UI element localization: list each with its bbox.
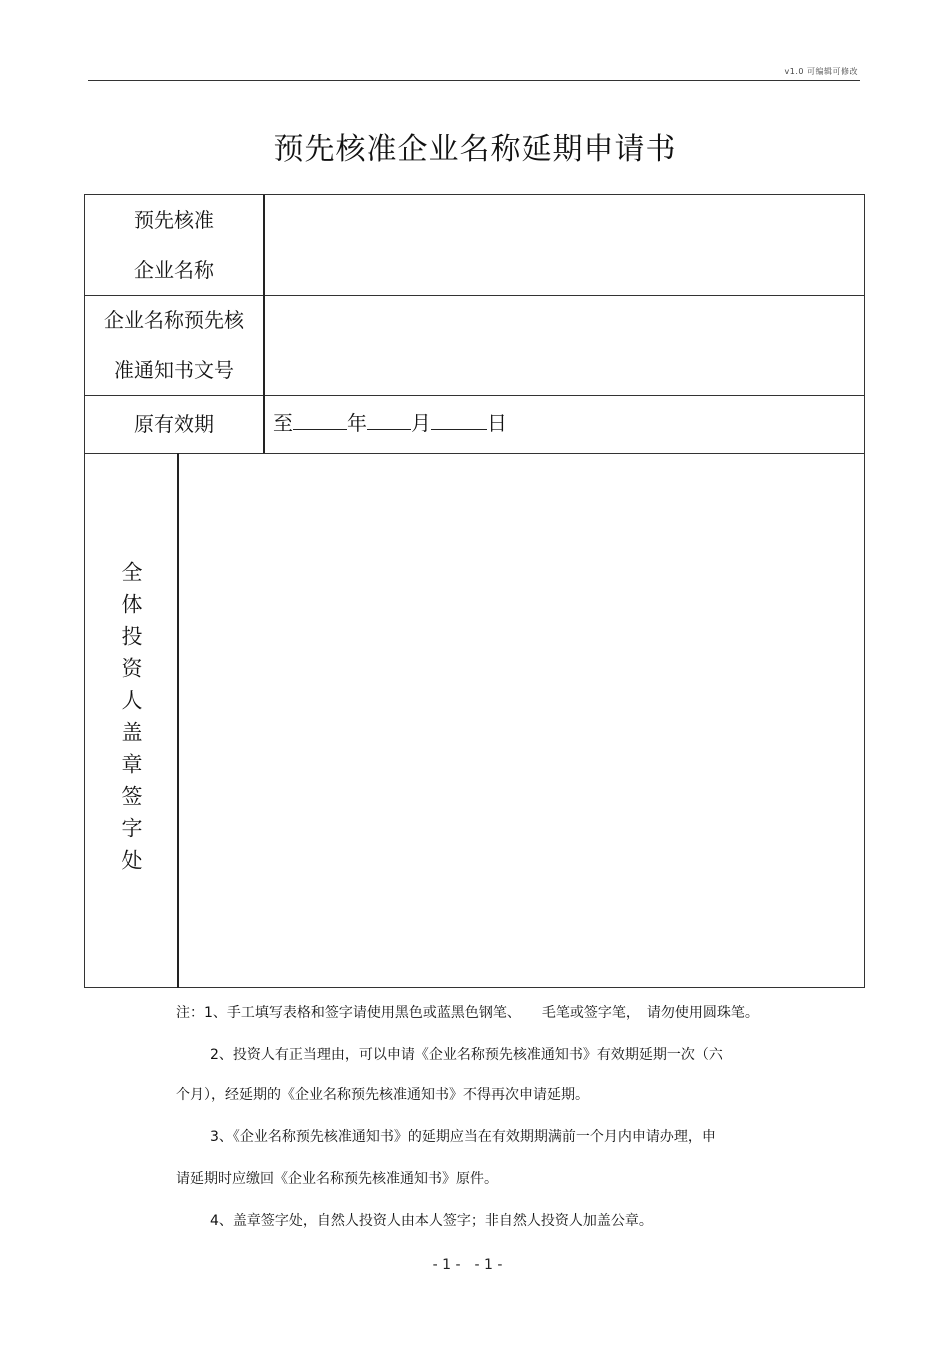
day-blank[interactable] — [431, 409, 487, 430]
year-blank[interactable] — [293, 409, 347, 430]
signature-area[interactable] — [179, 454, 864, 988]
notice-label-line2: 准通知书文号 — [114, 358, 234, 382]
version-label: v1.0 可编辑可修改 — [784, 67, 858, 76]
application-form-table — [84, 194, 865, 988]
name-input-cell[interactable] — [265, 195, 864, 295]
validity-label: 原有效期 — [134, 412, 214, 436]
note-2-line-1: 2、投资人有正当理由，可以申请《企业名称预先核准通知书》有效期延期一次（六 — [210, 1047, 723, 1063]
cell-name-label — [85, 195, 263, 295]
header-divider — [88, 80, 860, 81]
year-label: 年 — [347, 411, 367, 435]
validity-date-field — [273, 407, 507, 436]
cell-notice-number-label — [85, 295, 263, 395]
signature-label: 全体投资人盖章签字处 — [119, 561, 143, 881]
note-1: 注：1、手工填写表格和签字请使用黑色或蓝黑色钢笔、 毛笔或签字笔， 请勿使用圆珠笔。 — [176, 1005, 759, 1021]
note-4: 4、盖章签字处，自然人投资人由本人签字；非自然人投资人加盖公章。 — [210, 1213, 653, 1229]
notice-number-input-cell[interactable] — [265, 295, 864, 395]
document-title: 预先核准企业名称延期申请书 — [273, 132, 677, 167]
month-blank[interactable] — [367, 409, 411, 430]
name-label-line2: 企业名称 — [134, 258, 214, 282]
day-label: 日 — [487, 411, 507, 435]
note-3-line-2: 请延期时应缴回《企业名称预先核准通知书》原件。 — [176, 1171, 498, 1187]
signature-label-cell — [85, 453, 177, 989]
note-3-line-1: 3、《企业名称预先核准通知书》的延期应当在有效期期满前一个月内申请办理，申 — [210, 1129, 716, 1145]
month-label: 月 — [411, 411, 431, 435]
page-number: - 1 - - 1 - — [432, 1257, 503, 1273]
notice-label-line1: 企业名称预先核 — [104, 308, 244, 332]
note-2-line-2: 个月），经延期的《企业名称预先核准通知书》不得再次申请延期。 — [176, 1087, 589, 1103]
name-label-line1: 预先核准 — [134, 208, 214, 232]
date-prefix: 至 — [273, 411, 293, 435]
